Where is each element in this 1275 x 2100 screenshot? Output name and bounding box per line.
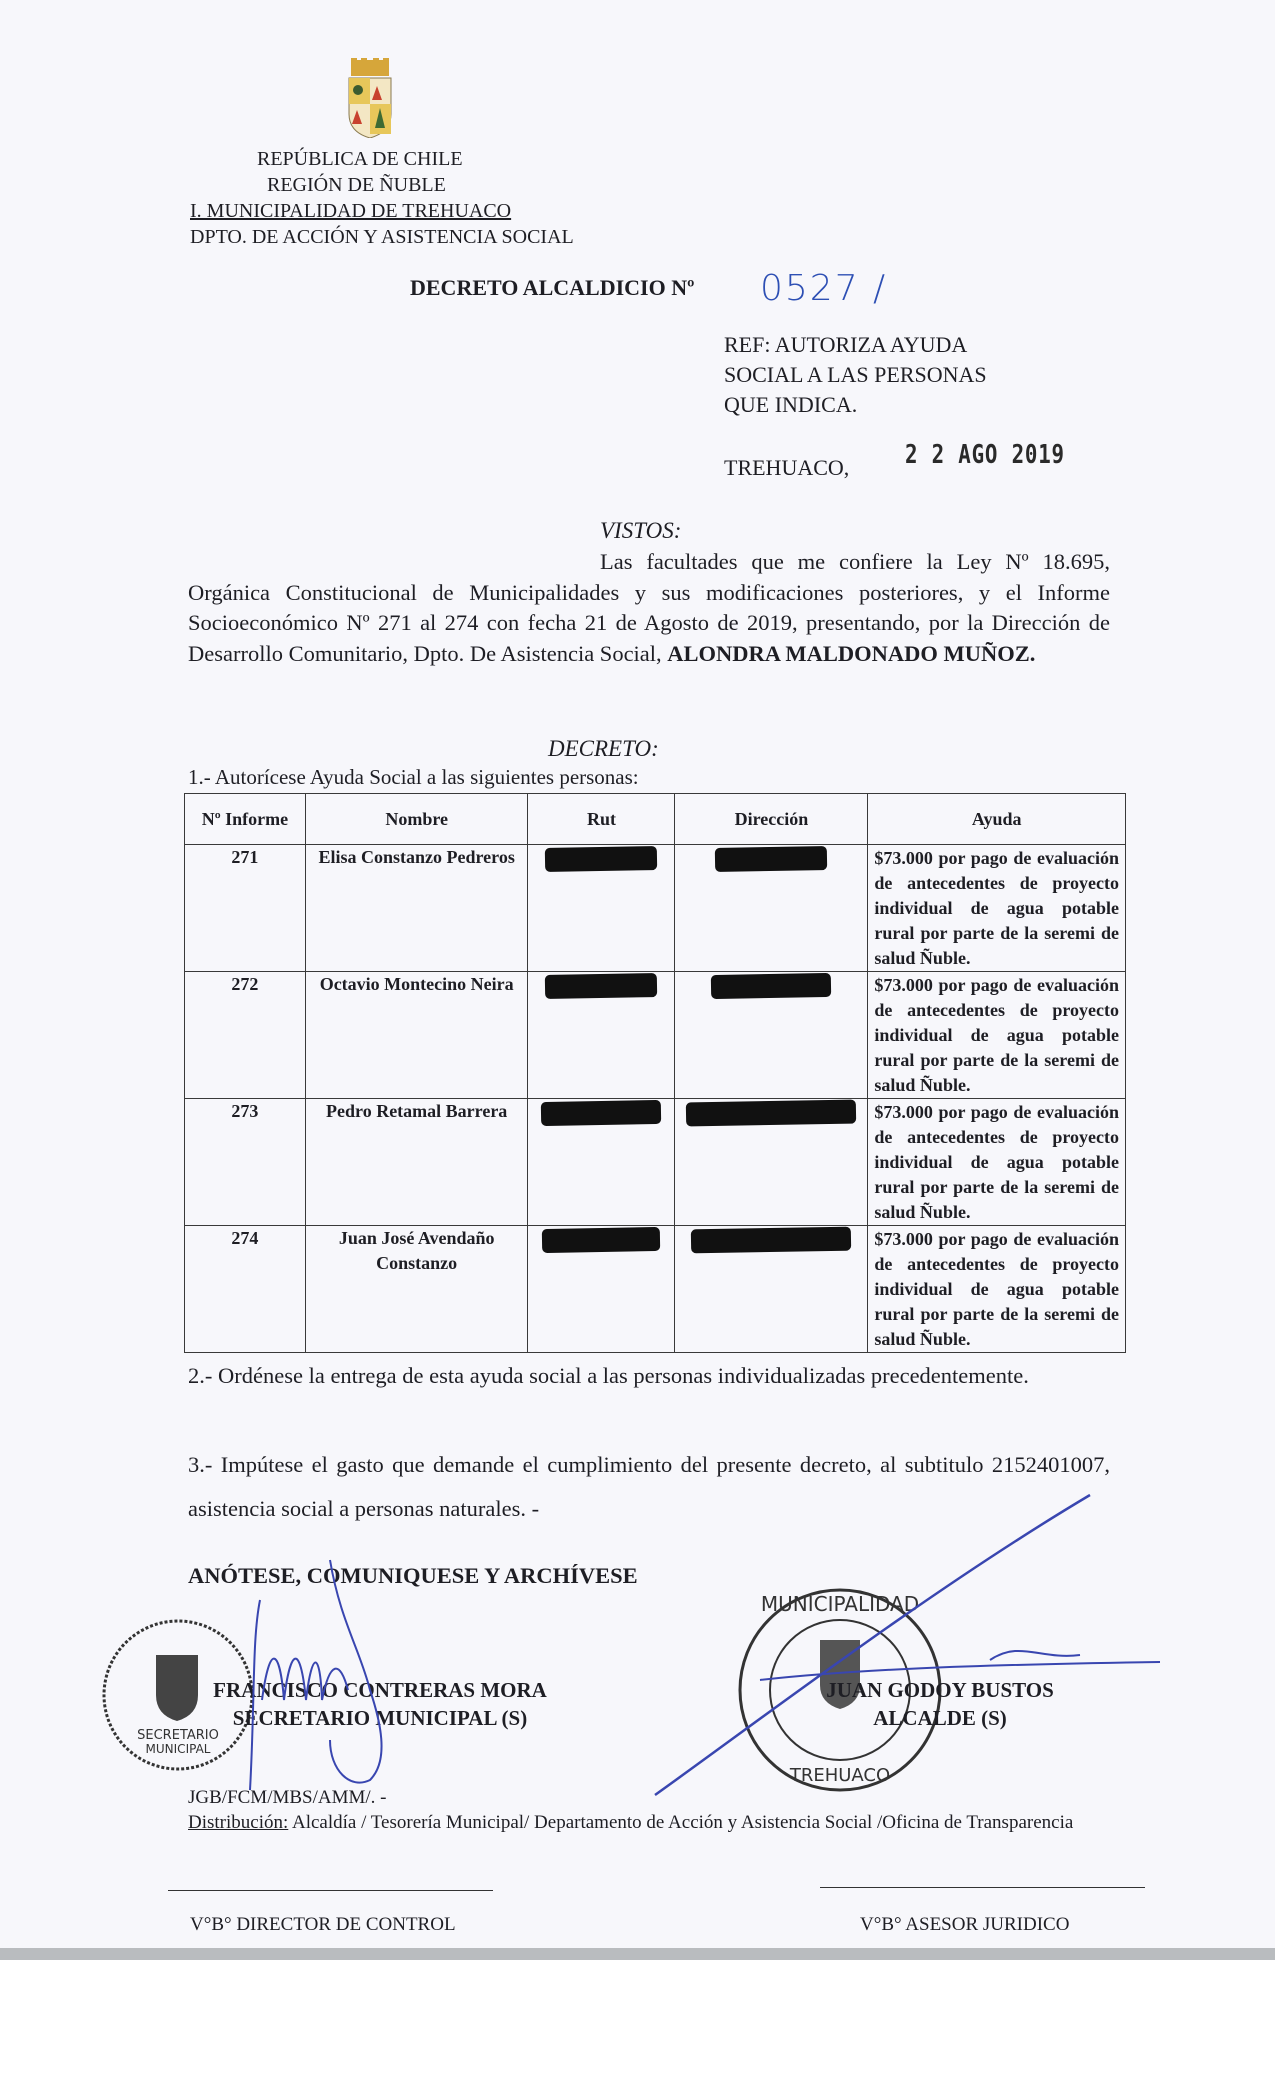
cell-nombre: Pedro Retamal Barrera <box>305 1099 528 1226</box>
cell-nombre: Juan José Avendaño Constanzo <box>305 1226 528 1353</box>
distribution-line <box>188 1810 1118 1836</box>
header-region: REGIÓN DE ÑUBLE <box>267 174 446 196</box>
cell-informe: 273 <box>185 1099 306 1226</box>
svg-text:MUNICIPALIDAD: MUNICIPALIDAD <box>760 1592 920 1616</box>
ref-line: REF: AUTORIZA AYUDA <box>724 332 968 357</box>
vistos-heading: VISTOS: <box>600 518 682 543</box>
cell-ayuda: $73.000 por pago de evaluación de antecedentes de proyecto individual de agua potable rural por parte de la seremi de salud Ñuble. <box>868 972 1126 1099</box>
closing-formula: ANÓTESE, COMUNIQUESE Y ARCHÍVESE <box>188 1563 638 1588</box>
vistos-text: Las facultades que me confiere la Ley Nº 18.695, Orgánica Constitucional de Municipalidades y sus modificaciones posteriores, y el Informe Socioeconómico Nº 271 al 274 con fecha 21 de Agosto de 2019, presentando, por la Dirección de Desarrollo Comunitario, Dpto. De Asistencia Social, <box>188 549 1110 666</box>
vistos-official-name: ALONDRA MALDONADO MUÑOZ. <box>667 640 1036 666</box>
header-department: DPTO. DE ACCIÓN Y ASISTENCIA SOCIAL <box>190 226 574 248</box>
vb-director-control: V°B° DIRECTOR DE CONTROL <box>190 1914 456 1935</box>
mayor-role: ALCALDE (S) <box>873 1706 1007 1730</box>
decree-place: TREHUACO, <box>724 455 850 480</box>
distribution-label: Distribución: <box>188 1812 289 1833</box>
cell-ayuda: $73.000 por pago de evaluación de antecedentes de proyecto individual de agua potable rural por parte de la seremi de salud Ñuble. <box>868 1099 1126 1226</box>
cell-informe: 272 <box>185 972 306 1099</box>
decreto-item-3: 3.- Impútese el gasto que demande el cumplimiento del presente decreto, al subtitulo 2152401007, asistencia social a personas naturales. - <box>188 1452 1110 1521</box>
decreto-item-2: 2.- Ordénese la entrega de esta ayuda social a las personas individualizadas precedentemente. <box>188 1363 1029 1388</box>
decreto-heading: DECRETO: <box>548 736 659 761</box>
header-country: REPÚBLICA DE CHILE <box>257 148 463 170</box>
secretary-name: FRANCISCO CONTRERAS MORA <box>213 1678 547 1702</box>
col-header-direccion: Dirección <box>675 794 868 845</box>
col-header-ayuda: Ayuda <box>868 794 1126 845</box>
decree-title: DECRETO ALCALDICIO Nº <box>410 275 695 300</box>
col-header-informe: Nº Informe <box>185 794 306 845</box>
cell-ayuda: $73.000 por pago de evaluación de antecedentes de proyecto individual de agua potable rural por parte de la seremi de salud Ñuble. <box>868 1226 1126 1353</box>
vb-asesor-juridico: V°B° ASESOR JURIDICO <box>860 1914 1070 1935</box>
decreto-item-1: 1.- Autorícese Ayuda Social a las siguientes personas: <box>188 765 639 789</box>
secretary-role: SECRETARIO MUNICIPAL (S) <box>232 1706 528 1730</box>
svg-text:MUNICIPAL: MUNICIPAL <box>145 1742 211 1756</box>
header-municipality: I. MUNICIPALIDAD DE TREHUACO <box>190 200 512 222</box>
cell-informe: 271 <box>185 845 306 972</box>
ref-line: QUE INDICA. <box>724 392 858 417</box>
cell-nombre: Octavio Montecino Neira <box>305 972 528 1099</box>
cell-ayuda: $73.000 por pago de evaluación de antecedentes de proyecto individual de agua potable rural por parte de la seremi de salud Ñuble. <box>868 845 1126 972</box>
legal-signature-line <box>820 1887 1145 1888</box>
col-header-rut: Rut <box>528 794 675 845</box>
date-stamp: 2 2 AGO 2019 <box>905 440 1065 470</box>
author-initials: JGB/FCM/MBS/AMM/. - <box>188 1787 387 1808</box>
cell-nombre: Elisa Constanzo Pedreros <box>305 845 528 972</box>
mayor-name: JUAN GODOY BUSTOS <box>826 1678 1054 1702</box>
svg-text:SECRETARIO: SECRETARIO <box>137 1728 219 1743</box>
control-signature-line <box>168 1890 493 1891</box>
cell-informe: 274 <box>185 1226 306 1353</box>
svg-text:TREHUACO: TREHUACO <box>789 1765 891 1786</box>
ref-line: SOCIAL A LAS PERSONAS <box>724 362 987 387</box>
decree-number-handwritten: 0527 / <box>760 268 888 309</box>
distribution-text: Alcaldía / Tesorería Municipal/ Departamento de Acción y Asistencia Social /Oficina de Transparencia <box>288 1812 1074 1833</box>
col-header-nombre: Nombre <box>305 794 528 845</box>
